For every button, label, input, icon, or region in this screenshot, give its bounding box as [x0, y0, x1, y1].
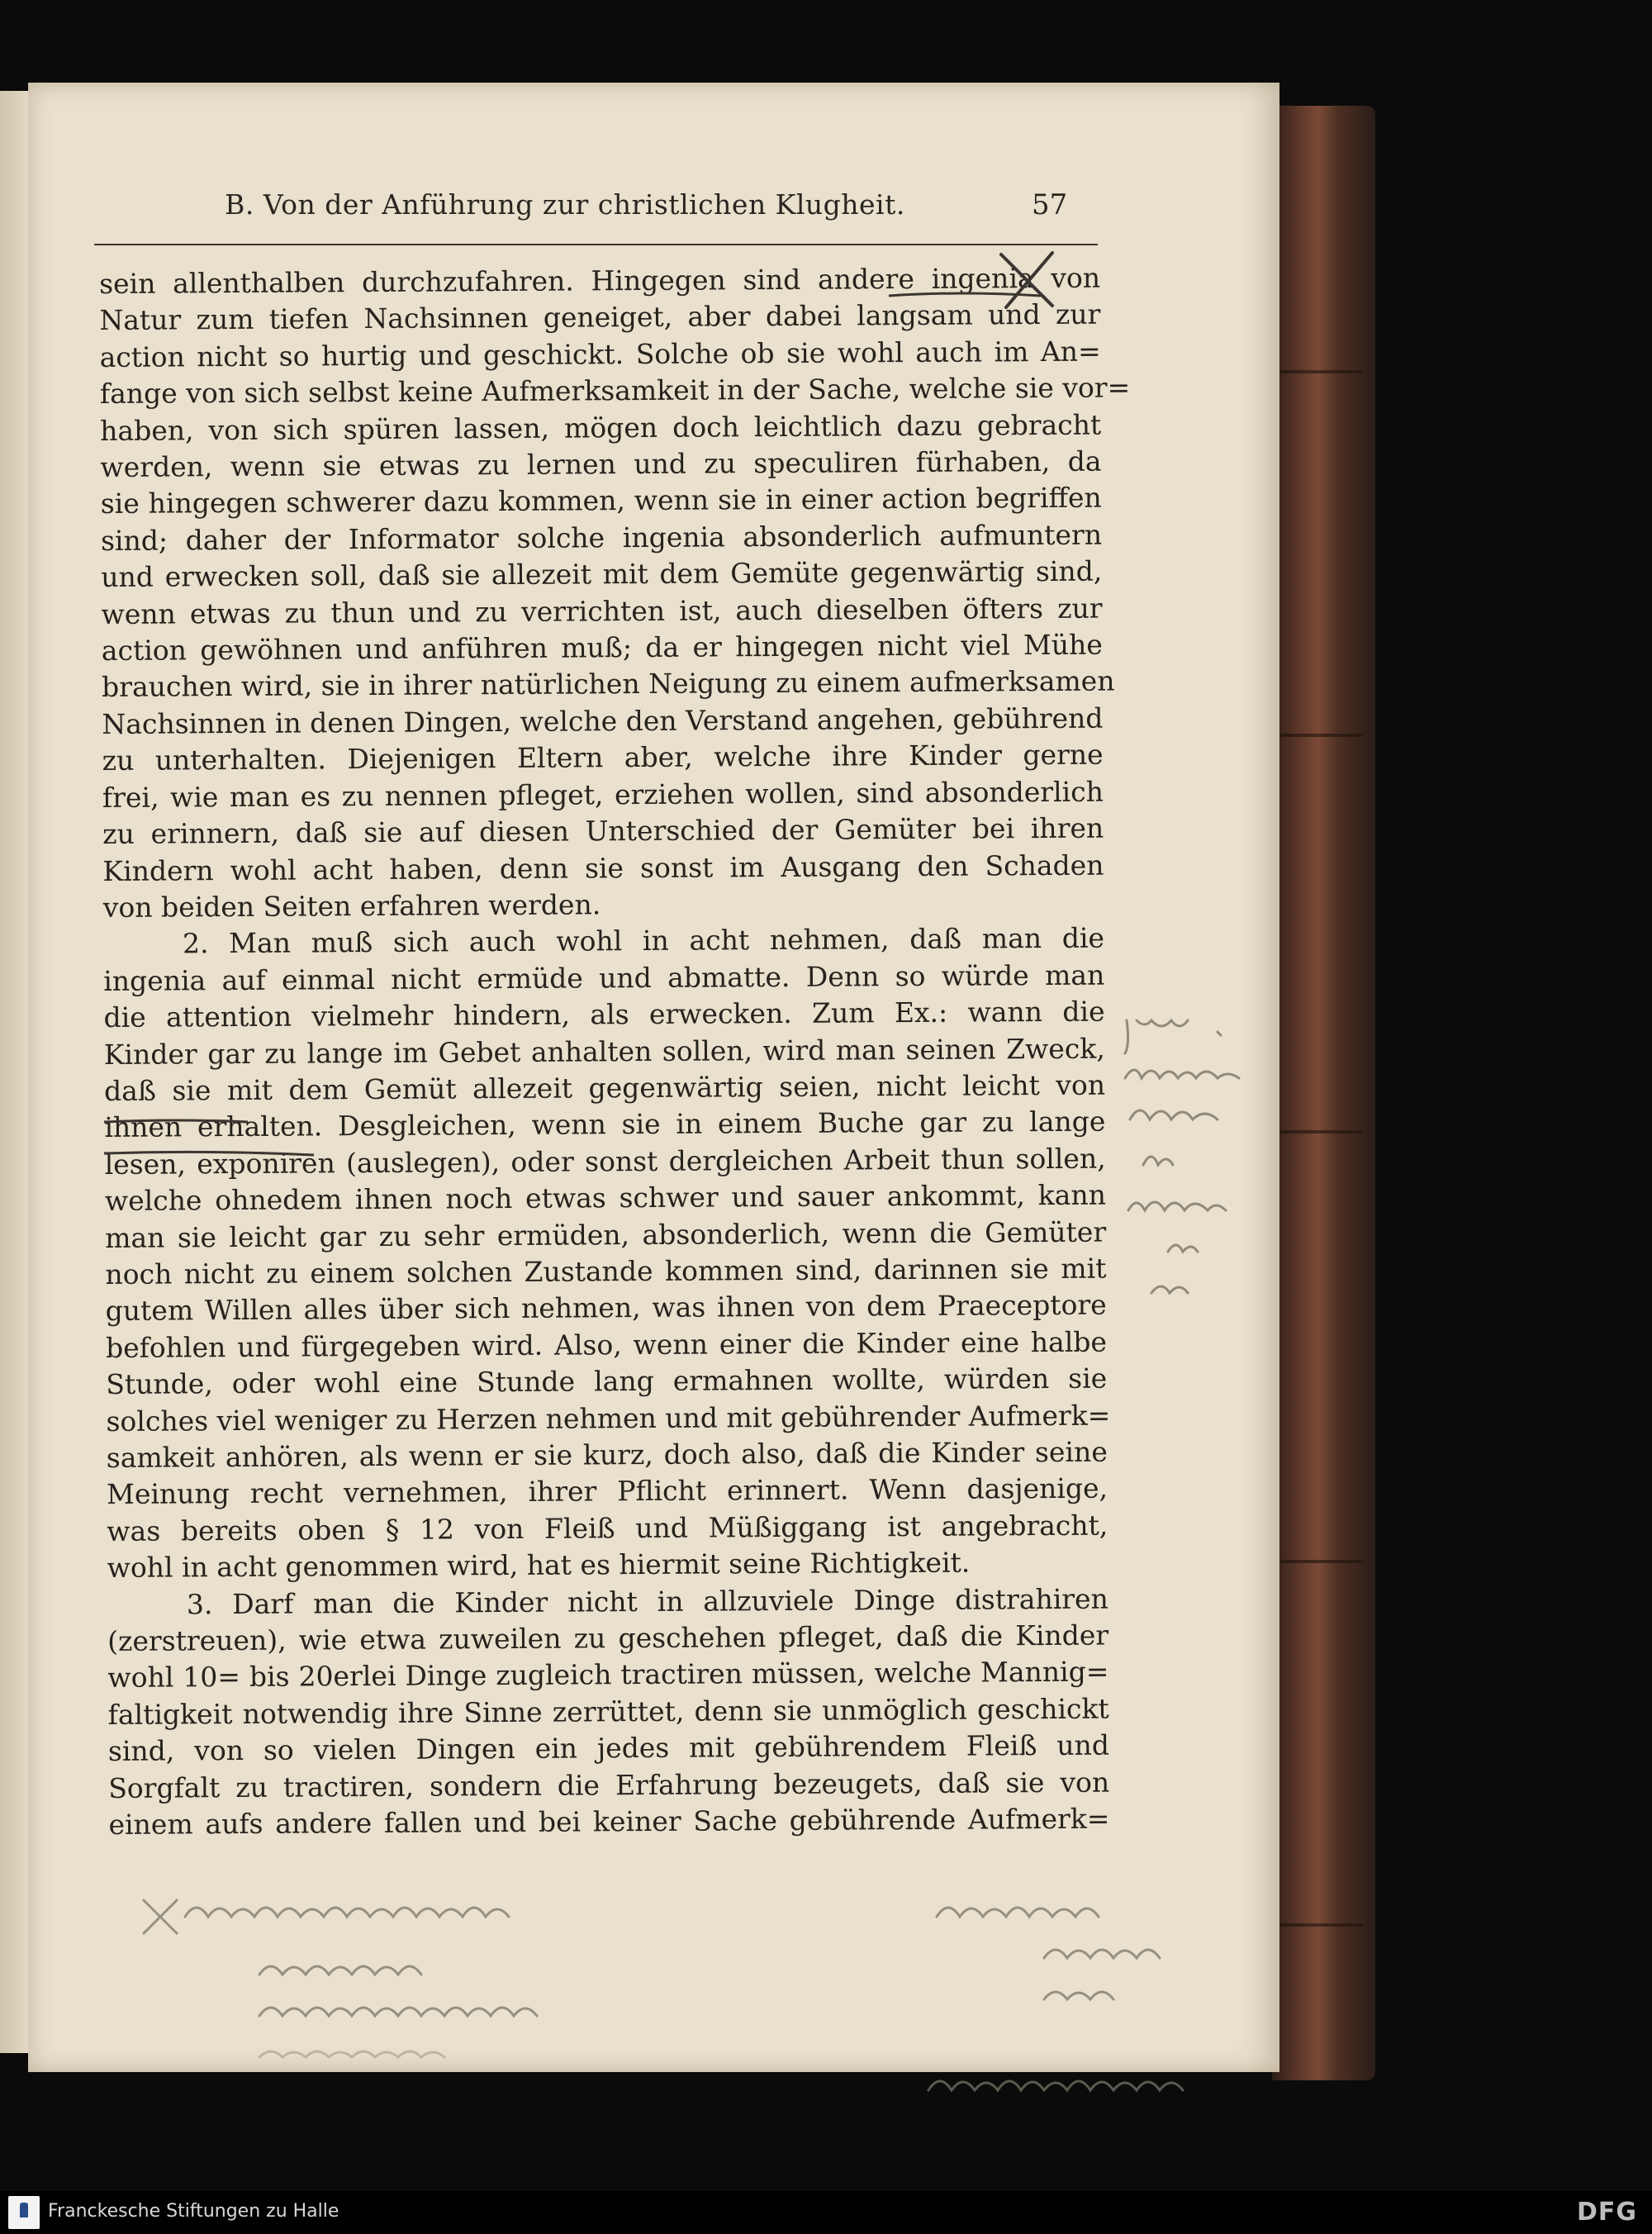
- text-line: samkeit anhören, als wenn er sie kurz, doch also, daß die Kinder seine: [106, 1435, 1108, 1474]
- text-line: gutem Willen alles über sich nehmen, was ihnen von dem Praeceptore: [105, 1288, 1107, 1328]
- text-line: man sie leicht gar zu sehr ermüden, absonderlich, wenn die Gemüter: [105, 1215, 1107, 1254]
- pencil-x-mark: [995, 248, 1061, 314]
- text-line: Meinung recht vernehmen, ihrer Pflicht erinnert. Wenn dasjenige,: [106, 1471, 1108, 1511]
- book-spine-edge: [1272, 106, 1375, 2080]
- page-number: 57: [1032, 188, 1068, 221]
- text-line: Stunde, oder wohl eine Stunde lang ermahnen wollte, würden sie: [106, 1362, 1108, 1401]
- text-line: daß sie mit dem Gemüt allezeit gegenwärtig seien, nicht leicht von: [103, 1068, 1106, 1107]
- text-line: wenn etwas zu thun und zu verrichten ist, auch dieselben öfters zur: [101, 592, 1103, 630]
- text-line: wohl 10= bis 20erlei Dinge zugleich tractiren müssen, welche Mannig=: [107, 1656, 1109, 1695]
- text-line: ihnen erhalten. Desgleichen, wenn sie in einem Buche gar zu lange: [104, 1105, 1106, 1144]
- text-line: zu erinnern, daß sie auf diesen Unterschied der Gemüter bei ihren: [102, 811, 1104, 851]
- text-line: faltigkeit notwendig ihre Sinne zerrüttet, denn sie unmöglich geschickt: [107, 1692, 1109, 1731]
- pencil-underline: [102, 1148, 317, 1160]
- running-title: B. Von der Anführung zur christlichen Klugheit.: [225, 188, 905, 221]
- text-line: zu unterhalten. Diejenigen Eltern aber, welche ihre Kinder gerne: [102, 738, 1104, 777]
- text-line: sind, von so vielen Dingen ein jedes mit gebührendem Fleiß und: [107, 1728, 1110, 1768]
- dfg-logo: DFG: [1576, 2198, 1637, 2227]
- text-line: einem aufs andere fallen und bei keiner Sache gebührende Aufmerk=: [108, 1802, 1110, 1842]
- text-line: brauchen wird, sie in ihrer natürlichen Neigung zu einem aufmerksamen: [101, 664, 1115, 704]
- text-line: action gewöhnen und anführen muß; da er hingegen nicht viel Mühe: [101, 628, 1103, 668]
- institution-logo-icon: [8, 2196, 40, 2229]
- pencil-underline: [102, 1115, 251, 1127]
- pencil-underline: [887, 289, 1044, 301]
- text-line: action nicht so hurtig und geschickt. Solche ob sie wohl auch im An=: [99, 335, 1101, 373]
- body-text: [99, 260, 1131, 1844]
- footer-bar: [0, 2191, 1652, 2234]
- text-line: von beiden Seiten erfahren werden.: [102, 888, 601, 924]
- text-line: 2. Man muß sich auch wohl in acht nehmen, daß man die: [182, 921, 1105, 960]
- text-line: werden, wenn sie etwas zu lernen und zu speculiren fürhaben, da: [100, 444, 1102, 484]
- text-line: haben, von sich spüren lassen, mögen doch leichtlich dazu gebracht: [100, 408, 1102, 447]
- text-line: 3. Darf man die Kinder nicht in allzuviele Dinge distrahiren: [186, 1582, 1108, 1621]
- text-line: welche ohnedem ihnen noch etwas schwer und sauer ankommt, kann: [104, 1178, 1107, 1218]
- text-line: und erwecken soll, daß sie allezeit mit dem Gemüte gegenwärtig sind,: [101, 554, 1103, 594]
- text-line: Nachsinnen in denen Dingen, welche den Verstand angehen, gebührend: [102, 701, 1104, 740]
- text-line: (zerstreuen), wie etwa zuweilen zu geschehen pfleget, daß die Kinder: [107, 1618, 1109, 1657]
- text-line: sie hingegen schwerer dazu kommen, wenn sie in einer action begriffen: [100, 482, 1102, 520]
- text-line: Sorgfalt zu tractiren, sondern die Erfahrung bezeugets, daß sie von: [108, 1766, 1110, 1804]
- text-line: noch nicht zu einem solchen Zustande kommen sind, darinnen sie mit: [105, 1252, 1107, 1290]
- text-line: die attention vielmehr hindern, als erwecken. Zum Ex.: wann die: [103, 995, 1105, 1034]
- text-line: Kinder gar zu lange im Gebet anhalten sollen, wird man seinen Zweck,: [103, 1032, 1105, 1071]
- text-line: lesen, exponiren (auslegen), oder sonst dergleichen Arbeit thun sollen,: [104, 1142, 1106, 1181]
- book-page: [28, 83, 1279, 2072]
- pencil-marginalia: [127, 1884, 1284, 2132]
- text-line: sein allenthalben durchzufahren. Hingegen sind andere ingenia von: [99, 261, 1101, 300]
- text-line: solches viel weniger zu Herzen nehmen und mit gebührender Aufmerk=: [106, 1399, 1111, 1438]
- footer-institution: Franckesche Stiftungen zu Halle: [48, 2201, 339, 2222]
- text-line: befohlen und fürgegeben wird. Also, wenn einer die Kinder eine halbe: [105, 1325, 1108, 1364]
- text-line: Kindern wohl acht haben, denn sie sonst im Ausgang den Schaden: [102, 848, 1104, 887]
- text-line: fange von sich selbst keine Aufmerksamkeit in der Sache, welche sie vor=: [99, 371, 1131, 411]
- text-line: sind; daher der Informator solche ingenia absonderlich aufmuntern: [100, 518, 1103, 557]
- text-line: Natur zum tiefen Nachsinnen geneiget, aber dabei langsam und zur: [99, 298, 1101, 337]
- text-line: was bereits oben § 12 von Fleiß und Müßiggang ist angebracht,: [107, 1509, 1108, 1547]
- text-line: frei, wie man es zu nennen pfleget, erziehen wollen, sind absonderlich: [102, 775, 1104, 814]
- text-line: wohl in acht genommen wird, hat es hiermit seine Richtigkeit.: [107, 1546, 971, 1585]
- facing-page-edge: [0, 91, 28, 2053]
- text-line: ingenia auf einmal nicht ermüde und abmatte. Denn so würde man: [103, 958, 1105, 997]
- pencil-marginalia: [1118, 1004, 1284, 1318]
- header-rule: [94, 244, 1098, 245]
